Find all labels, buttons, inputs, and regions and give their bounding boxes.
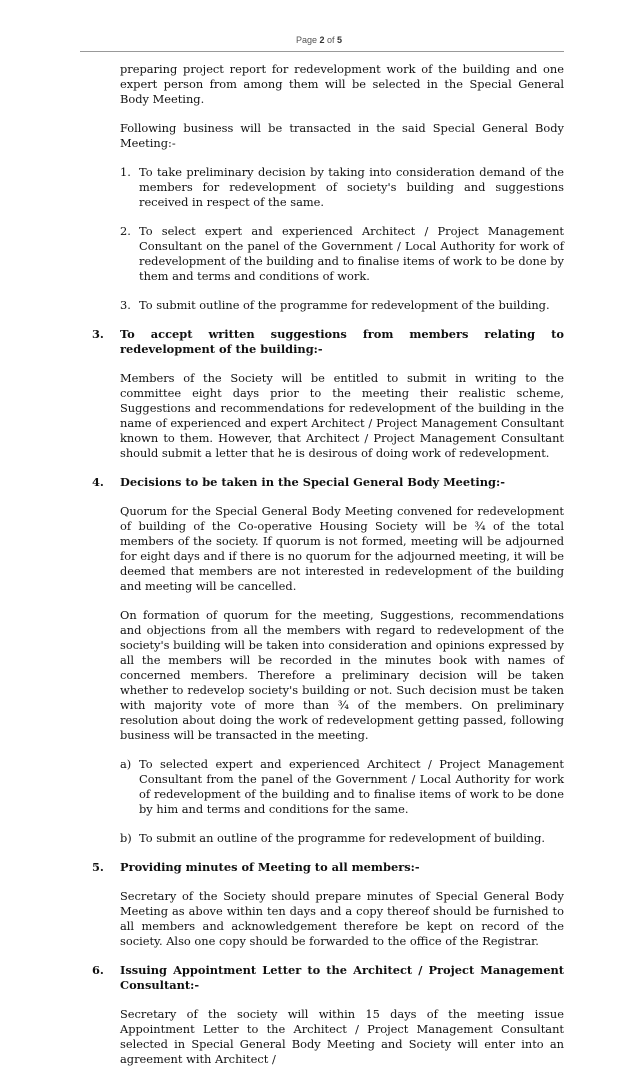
item-text: To submit an outline of the programme for redevelopment of building.	[139, 831, 546, 845]
page-header	[0, 35, 638, 45]
business-item-2	[120, 224, 564, 284]
section-6-heading	[92, 963, 564, 993]
intro-paragraph: preparing project report for redevelopment work of the building and one expert person from among them will be selected in the Special General Body Meeting.	[120, 62, 564, 106]
section-number: 6.	[92, 963, 104, 977]
document-body	[92, 62, 564, 1081]
item-number: 1.	[120, 165, 131, 179]
business-item-3	[120, 298, 564, 313]
item-text: To select expert and experienced Architect / Project Management Consultant on the panel of the Government / Local Authority for work of redevelopment of the building and to finalise items of work to be done by them and terms and conditions of work.	[139, 224, 564, 283]
page-current: 2	[319, 35, 325, 45]
item-text: To take preliminary decision by taking into consideration demand of the members for redevelopment of society's building and suggestions received in respect of the same.	[139, 165, 564, 209]
business-intro: Following business will be transacted in the said Special General Body Meeting:-	[120, 121, 564, 150]
header-divider	[80, 51, 564, 52]
section-5-paragraph: Secretary of the Society should prepare minutes of Special General Body Meeting as above within ten days and a copy thereof should be furnished to all members and acknowledgement therefore be kept on record of the society. Also one copy should be forwarded to the office of the Registrar.	[120, 889, 564, 948]
item-text: To selected expert and experienced Architect / Project Management Consultant from the panel of the Government / Local Authority for work of redevelopment of the building and to finalise items of work to be done by him and terms and conditions for the same.	[139, 757, 564, 816]
section-number: 4.	[92, 475, 104, 489]
section-title: To accept written suggestions from members relating to redevelopment of the building:-	[120, 327, 564, 356]
section-4-paragraph-2: On formation of quorum for the meeting, Suggestions, recommendations and objections from all the members with regard to redevelopment of the society's building will be taken into consideration and opinions expressed by all the members will be recorded in the minutes book with names of concerned members. Therefore a preliminary decision will be taken whether to redevelop society's building or not. Such decision must be taken with majority vote of more than ¾ of the members. On preliminary resolution about doing the work of redevelopment getting passed, following business will be transacted in the meeting.	[120, 608, 564, 742]
section-5-heading	[92, 860, 564, 875]
item-number: a)	[120, 757, 132, 771]
section-4-item-b	[120, 831, 564, 846]
section-title: Issuing Appointment Letter to the Architect / Project Management Consultant:-	[120, 963, 564, 992]
section-6-paragraph: Secretary of the society will within 15 days of the meeting issue Appointment Letter to the Architect / Project Management Consultant selected in Special General Body Meeting and Society will enter into an agreement with Architect /	[120, 1007, 564, 1066]
page-total: 5	[337, 35, 343, 45]
item-text: To submit outline of the programme for redevelopment of the building.	[139, 298, 550, 312]
section-4-paragraph-1: Quorum for the Special General Body Meeting convened for redevelopment of building of the Co-operative Housing Society will be ¾ of the total members of the society. If quorum is not formed, meeting will be adjourned for eight days and if there is no quorum for the adjourned meeting, it will be deemed that members are not interested in redevelopment of the building and meeting will be cancelled.	[120, 504, 564, 593]
section-title: Decisions to be taken in the Special General Body Meeting:-	[120, 475, 505, 489]
section-3-heading	[92, 327, 564, 357]
page-of-label: of	[324, 35, 338, 45]
item-number: 3.	[120, 298, 131, 312]
section-number: 5.	[92, 860, 104, 874]
section-number: 3.	[92, 327, 104, 341]
section-4-heading	[92, 475, 564, 490]
item-number: b)	[120, 831, 132, 845]
item-number: 2.	[120, 224, 131, 238]
page-label: Page	[295, 35, 320, 45]
section-title: Providing minutes of Meeting to all members:-	[120, 860, 420, 874]
section-4-item-a	[120, 757, 564, 817]
business-item-1	[120, 165, 564, 210]
section-3-paragraph: Members of the Society will be entitled to submit in writing to the committee eight days prior to the meeting their realistic scheme, Suggestions and recommendations for redevelopment of the building in the name of experienced and expert Architect / Project Management Consultant known to them. However, that Architect / Project Management Consultant should submit a letter that he is desirous of doing work of redevelopment.	[120, 371, 564, 460]
